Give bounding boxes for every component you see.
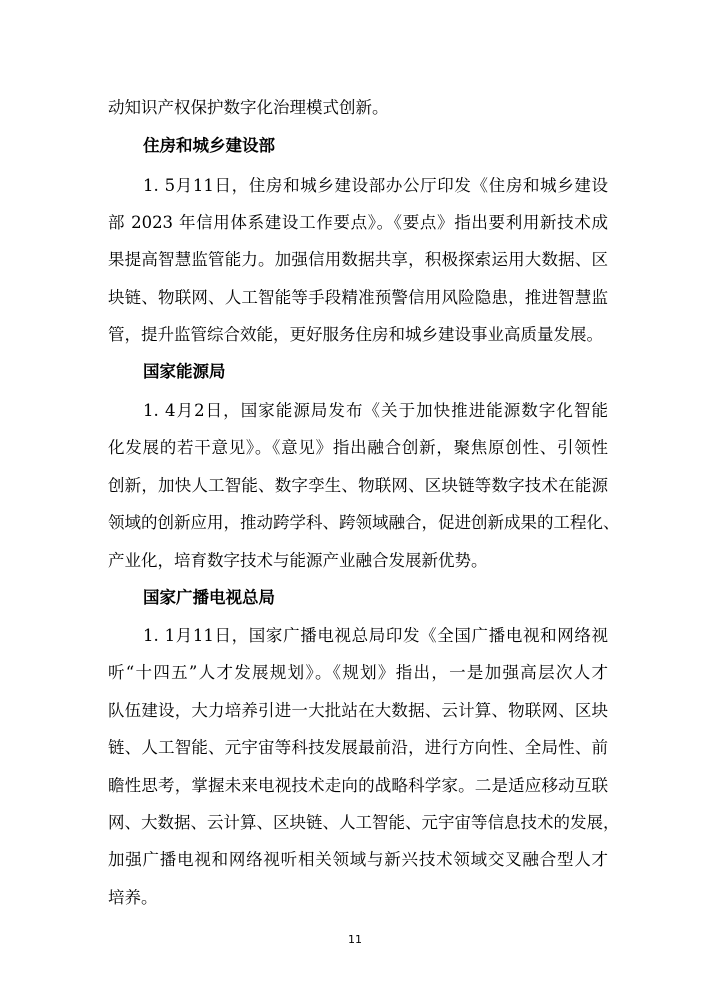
paragraph-line: 化发展的若干意见》。《意见》指出融合创新，聚焦原创性、引领性 xyxy=(108,438,608,457)
paragraph-line: 听“十四五”人才发展规划》。《规划》指出，一是加强高层次人才 xyxy=(108,663,608,682)
paragraph-line: 网、大数据、云计算、区块链、人工智能、元宇宙等信息技术的发展， xyxy=(108,813,620,832)
paragraph-line: 产业化，培育数字技术与能源产业融合发展新优势。 xyxy=(108,551,488,570)
paragraph-line: 部 2023 年信用体系建设工作要点》。《要点》指出要利用新技术成 xyxy=(108,213,608,232)
paragraph-line: 瞻性思考，掌握未来电视技术走向的战略科学家。二是适应移动互联 xyxy=(108,776,608,795)
paragraph-line: 块链、物联网、人工智能等手段精准预警信用风险隐患，推进智慧监 xyxy=(108,288,608,307)
section-heading-energy: 国家能源局 xyxy=(143,362,226,381)
section-heading-broadcast: 国家广播电视总局 xyxy=(143,588,275,607)
paragraph-line: 加强广播电视和网络视听相关领域与新兴技术领域交叉融合型人才 xyxy=(108,850,608,869)
paragraph-line: 队伍建设，大力培养引进一大批站在大数据、云计算、物联网、区块 xyxy=(108,701,608,720)
paragraph-line: 1. 5月11日，住房和城乡建设部办公厅印发《住房和城乡建设 xyxy=(143,176,608,195)
paragraph-line: 1. 4月2日，国家能源局发布《关于加快推进能源数字化智能 xyxy=(143,401,608,420)
section-heading-housing: 住房和城乡建设部 xyxy=(143,136,275,155)
paragraph-line: 果提高智慧监管能力。加强信用数据共享，积极探索运用大数据、区 xyxy=(108,250,608,269)
paragraph-line: 领域的创新应用，推动跨学科、跨领域融合，促进创新成果的工程化、 xyxy=(108,513,620,532)
paragraph-line: 培养。 xyxy=(108,888,158,907)
paragraph-line: 管，提升监管综合效能，更好服务住房和城乡建设事业高质量发展。 xyxy=(108,325,603,344)
paragraph-line: 创新，加快人工智能、数字孪生、物联网、区块链等数字技术在能源 xyxy=(108,476,608,495)
paragraph-line: 链、人工智能、元宇宙等科技发展最前沿，进行方向性、全局性、前 xyxy=(108,738,608,757)
page-number: 11 xyxy=(348,933,362,946)
paragraph-line: 动知识产权保护数字化治理模式创新。 xyxy=(108,98,389,117)
paragraph-line: 1. 1月11日，国家广播电视总局印发《全国广播电视和网络视 xyxy=(143,626,608,645)
